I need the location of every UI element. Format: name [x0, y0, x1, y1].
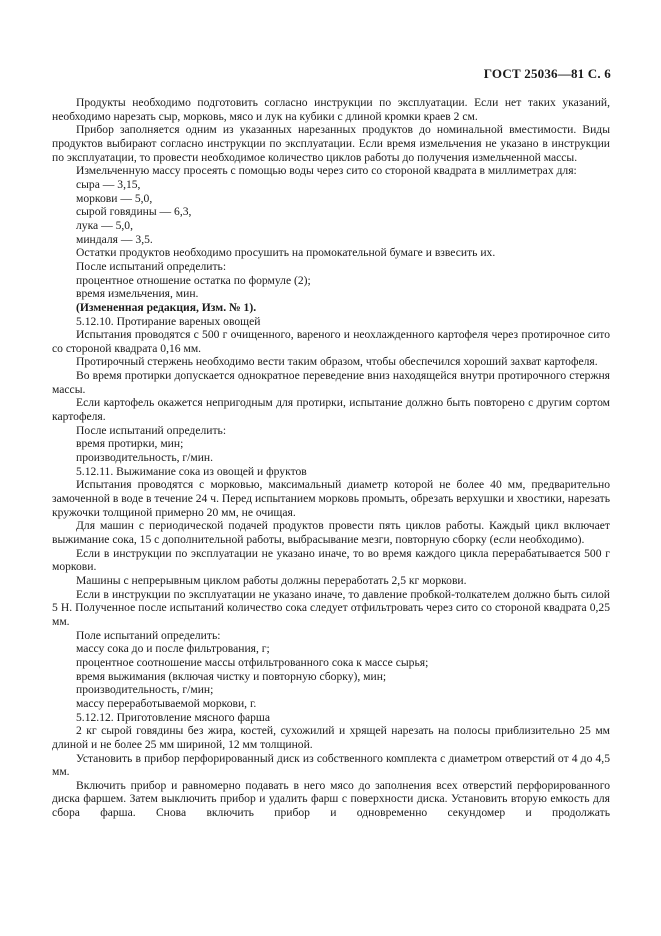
- paragraph: Если в инструкции по эксплуатации не указано иначе, то во время каждого цикла перерабатывается 500 г моркови.: [52, 546, 610, 574]
- amendment-note: (Измененная редакция, Изм. № 1).: [76, 300, 257, 314]
- section-heading: 5.12.10. Протирание вареных овощей: [76, 314, 261, 328]
- paragraph: После испытаний определить:: [76, 259, 227, 273]
- paragraph: Остатки продуктов необходимо просушить на промокательной бумаге и взвесить их.: [76, 246, 496, 260]
- list-item: лука — 5,0,: [76, 218, 133, 232]
- list-item: массу переработываемой моркови, г.: [76, 696, 257, 710]
- list-item: процентное соотношение массы отфильтрованного сока к массе сырья;: [76, 655, 429, 669]
- paragraph: Во время протирки допускается однократное переведение вниз находящейся внутри протирочного стержня массы.: [52, 369, 610, 396]
- section-heading: 5.12.12. Приготовление мясного фарша: [76, 710, 270, 724]
- paragraph: Испытания проводятся с 500 г очищенного, вареного и неохлажденного картофеля через протирочное сито со стороной квадрата 0,16 мм.: [52, 328, 610, 355]
- section-heading: 5.12.11. Выжимание сока из овощей и фруктов: [76, 464, 307, 478]
- page-header: ГОСТ 25036—81 С. 6: [483, 66, 611, 81]
- paragraph: Если картофель окажется непригодным для протирки, испытание должно быть повторено с другим сортом картофеля.: [52, 396, 610, 424]
- paragraph: Измельченную массу просеять с помощью воды через сито со стороной квадрата в миллиметрах для:: [76, 164, 577, 178]
- list-item: производительность, г/мин;: [76, 683, 214, 697]
- list-item: сыра — 3,15,: [76, 177, 141, 191]
- paragraph: Продукты необходимо подготовить согласно инструкции по эксплуатации. Если нет таких указаний, необходимо нарезать сыр, морковь, мясо и лук на кубики с длиной кромки краев 2 см.: [52, 96, 610, 123]
- paragraph: Машины с непрерывным циклом работы должны переработать 2,5 кг моркови.: [76, 573, 467, 587]
- list-item: процентное отношение остатка по формуле (2);: [76, 273, 311, 287]
- list-item: массу сока до и после фильтрования, г;: [76, 642, 270, 656]
- paragraph: 2 кг сырой говядины без жира, костей, сухожилий и хрящей нарезать на полосы приблизительно 25 мм длиной и не более 25 мм шириной, 12 мм толщиной.: [52, 724, 610, 751]
- paragraph: Испытания проводятся с морковью, максимальный диаметр которой не более 40 мм, предварительно замоченной в воде в течение 24 ч. Перед испытанием морковь промыть, обрезать верхушки и хвостики, нарезать кружочки толщиной примерно 20 мм, не очищая.: [52, 478, 611, 519]
- paragraph: Включить прибор и равномерно подавать в него мясо до заполнения всех отверстий перфорированного диска фаршем. Затем выключить прибор и удалить фарш с поверхности диска. Установить вторую емкость для сбора фарша. Снова включить прибор и одновременно секундомер и продолжать: [52, 778, 610, 820]
- paragraph: Для машин с периодической подачей продуктов провести пять циклов работы. Каждый цикл включает выжимание сока, 15 с дополнительной работы, выбрасывание мезги, повторную сборку (если необходимо).: [52, 519, 610, 546]
- paragraph: Прибор заполняется одним из указанных нарезанных продуктов до номинальной вместимости. Виды продуктов выбирают согласно инструкции по эксплуатации. Если время измельчения не указано в инструкции по эксплуатации, то провести необходимое количество циклов работы до получения измельченной массы.: [52, 123, 610, 164]
- paragraph: Если в инструкции по эксплуатации не указано иначе, то давление пробкой-толкателем должно быть силой 5 Н. Полученное после испытаний количество сока следует отфильтровать через сито со стороной квадрата 0,25 мм.: [52, 587, 610, 628]
- paragraph: Протирочный стержень необходимо вести таким образом, чтобы обеспечился хороший захват картофеля.: [76, 355, 598, 369]
- paragraph: После испытаний определить:: [76, 423, 227, 437]
- document-body: [52, 96, 610, 820]
- list-item: время протирки, мин;: [76, 437, 184, 451]
- paragraph: Установить в прибор перфорированный диск из собственного комплекта с диаметром отверстий от 4 до 4,5 мм.: [52, 751, 610, 779]
- list-item: миндаля — 3,5.: [76, 232, 153, 246]
- list-item: время измельчения, мин.: [76, 287, 199, 301]
- paragraph: Поле испытаний определить:: [76, 628, 221, 642]
- list-item: производительность, г/мин.: [76, 451, 214, 465]
- list-item: сырой говядины — 6,3,: [76, 205, 192, 219]
- list-item: моркови — 5,0,: [76, 191, 153, 205]
- list-item: время выжимания (включая чистку и повторную сборку), мин;: [76, 669, 387, 683]
